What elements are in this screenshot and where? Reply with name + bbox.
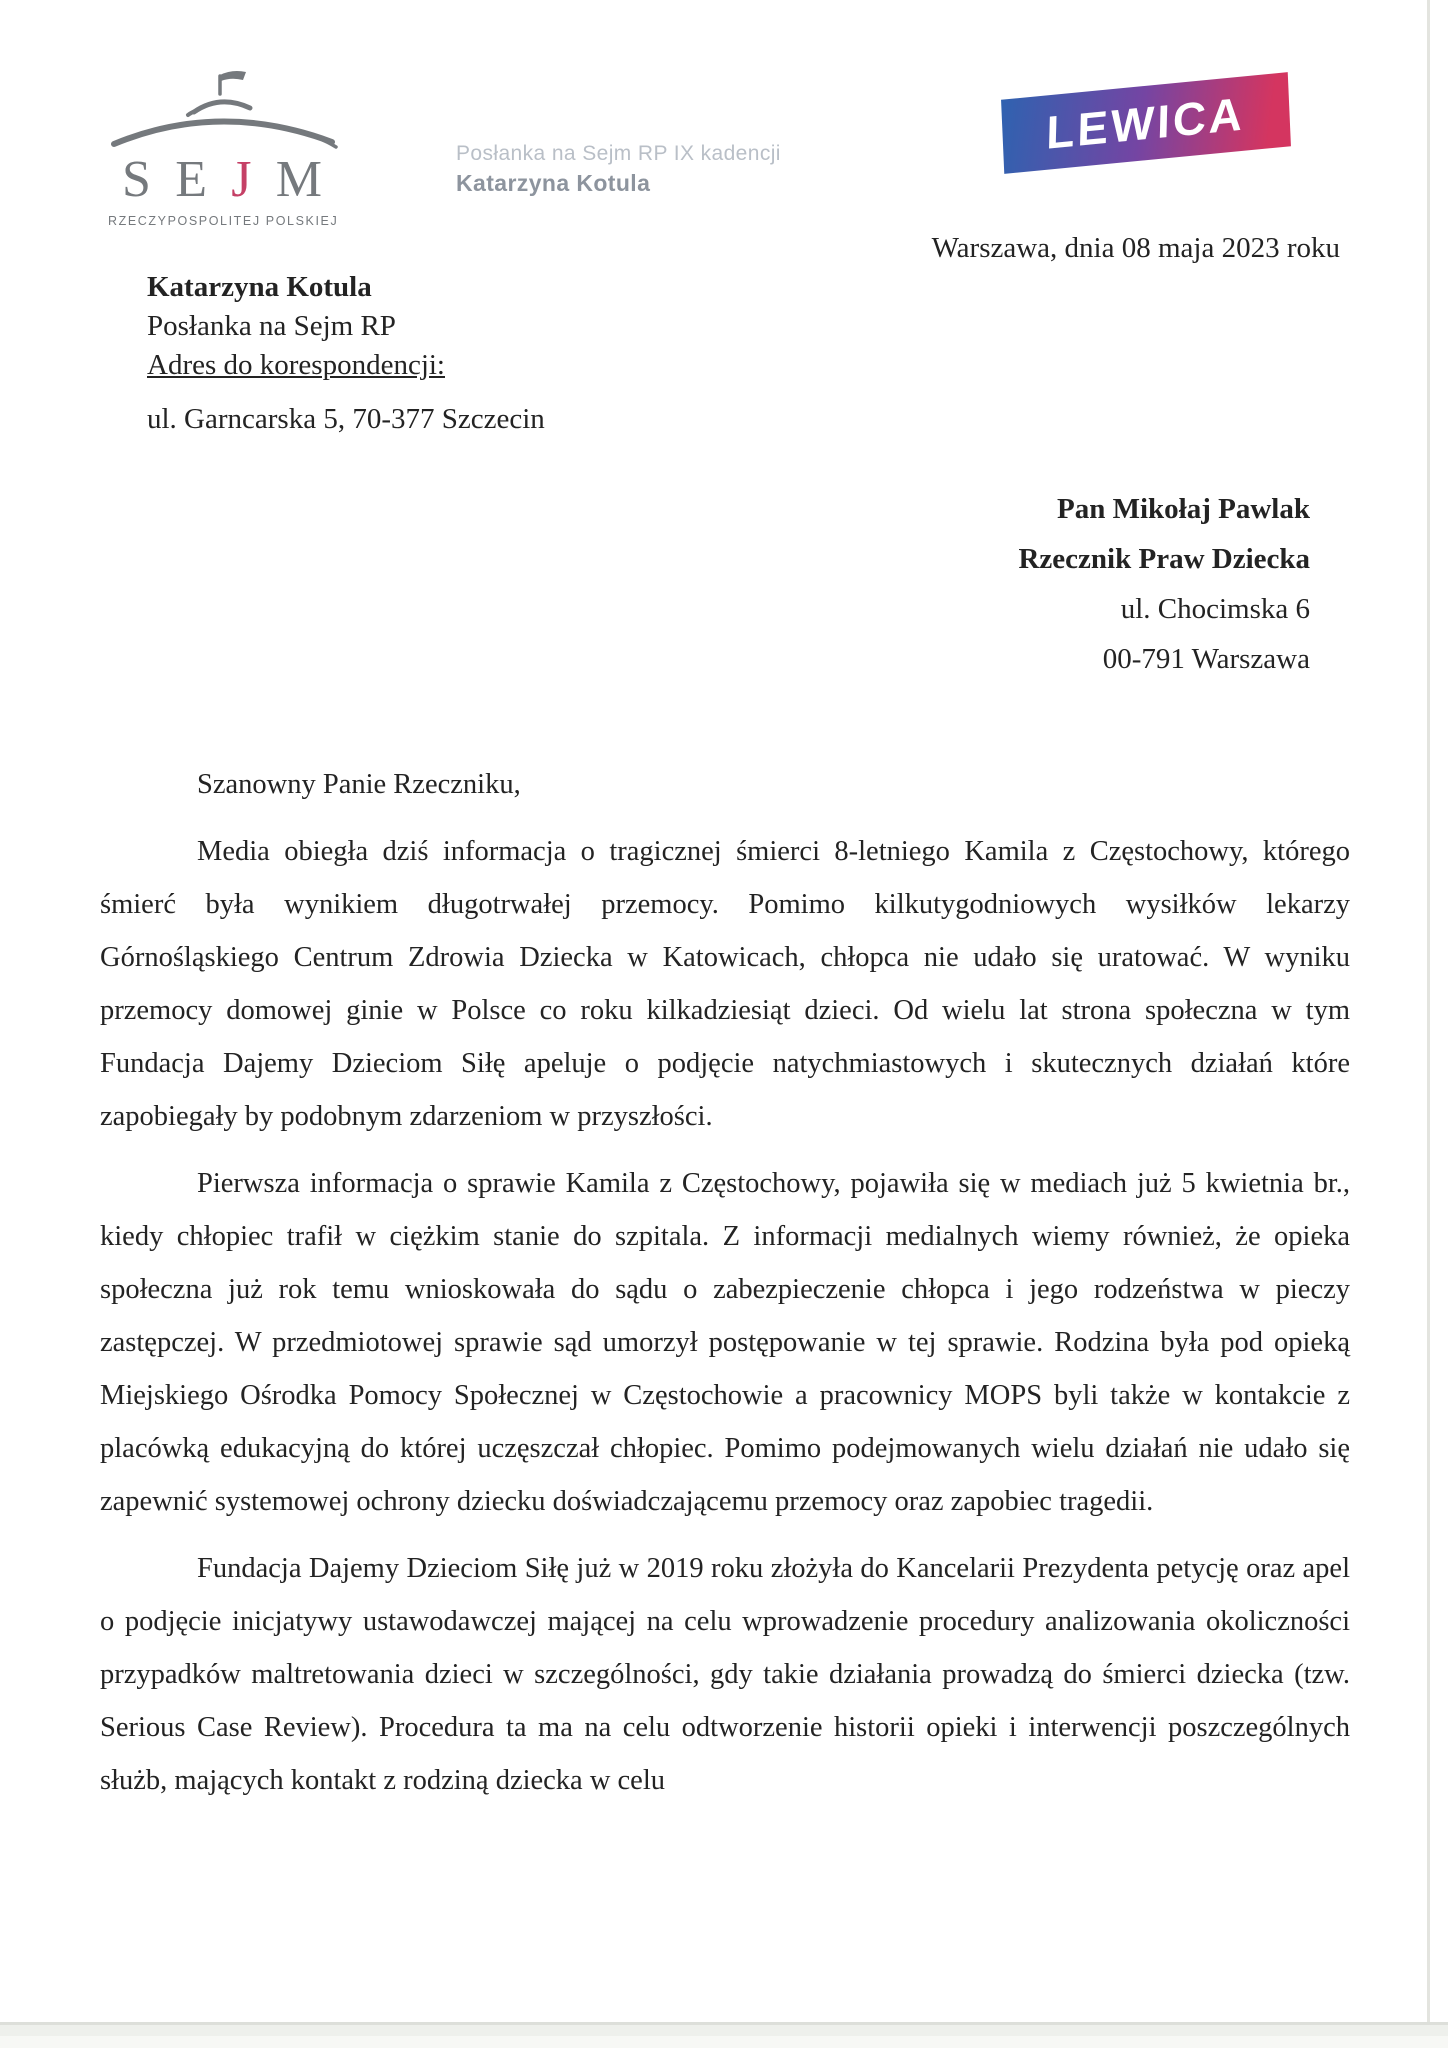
sejm-letter-m: M — [275, 151, 322, 208]
sender-address: ul. Garncarska 5, 70-377 Szczecin — [147, 403, 545, 435]
salutation: Szanowny Panie Rzeczniku, — [197, 769, 521, 800]
recipient-name: Pan Mikołaj Pawlak — [1057, 493, 1310, 525]
paragraph-3: Fundacja Dajemy Dzieciom Siłę już w 2019 roku złożyła do Kancelarii Prezydenta petycję oraz apel o podjęcie inicjatywy ustawodawczej mającej na celu wprowadzenie procedury analizowania okoliczności przypadków maltretowania dzieci w szczególności, gdy takie działania prowadzą do śmierci dziecka (tzw. Serious Case Review). Procedura ta ma na celu odtworzenie historii opieki i interwencji poszczególnych służb, mających kontakt z rodziną dziecka w celu — [100, 1553, 1350, 1796]
paragraph-1: Media obiegła dziś informacja o tragicznej śmierci 8-letniego Kamila z Częstochowy, którego śmierć była wynikiem długotrwałej przemocy. Pomimo kilkutygodniowych wysiłków lekarzy Górnośląskiego Centrum Zdrowia Dziecka w Katowicach, chłopca nie udało się uratować. W wyniku przemocy domowej ginie w Polsce co roku kilkadziesiąt dzieci. Od wielu lat strona społeczna w tym Fundacja Dajemy Dzieciom Siłę apeluje o podjęcie natychmiastowych i skutecznych działań które zapobiegały by podobnym zdarzeniom w przyszłości. — [100, 836, 1350, 1132]
sender-address-label: Adres do korespondencji: — [147, 349, 445, 381]
page-right-edge — [1427, 0, 1430, 2022]
sejm-letter-s: S — [122, 151, 151, 208]
page-bottom-edge — [0, 2022, 1448, 2048]
sender-title: Posłanka na Sejm RP — [147, 310, 396, 342]
letter-body — [100, 758, 1350, 1807]
recipient-block — [1018, 484, 1310, 684]
sejm-logo-letters — [122, 151, 322, 208]
recipient-city: 00-791 Warszawa — [1102, 643, 1310, 675]
sender-block — [147, 268, 545, 439]
lewica-logo — [1001, 72, 1291, 174]
sejm-logo-subtitle: RZECZYPOSPOLITEJ POLSKIEJ — [108, 214, 339, 228]
sejm-letter-e: E — [175, 151, 207, 208]
deputy-role-line: Posłanka na Sejm RP IX kadencji — [456, 142, 781, 165]
sejm-logo — [108, 62, 340, 230]
recipient-title: Rzecznik Praw Dziecka — [1018, 543, 1310, 575]
sender-name: Katarzyna Kotula — [147, 271, 372, 303]
recipient-street: ul. Chocimska 6 — [1120, 593, 1310, 625]
paragraph-2: Pierwsza informacja o sprawie Kamila z Częstochowy, pojawiła się w mediach już 5 kwietnia br., kiedy chłopiec trafił w ciężkim stanie do szpitala. Z informacji medialnych wiemy również, że opieka społeczna już rok temu wnioskowała do sądu o zabezpieczenie chłopca i jego rodzeństwa w pieczy zastępczej. W przedmiotowej sprawie sąd umorzył postępowanie w tej sprawie. Rodzina była pod opieką Miejskiego Ośrodka Pomocy Społecznej w Częstochowie a pracownicy MOPS byli także w kontakcie z placówką edukacyjną do której uczęszczał chłopiec. Pomimo podejmowanych wielu działań nie udało się zapewnić systemowej ochrony dziecku doświadczającemu przemocy oraz zapobiec tragedii. — [100, 1168, 1350, 1517]
sejm-letter-j: J — [231, 151, 252, 208]
date-line: Warszawa, dnia 08 maja 2023 roku — [931, 232, 1340, 264]
deputy-header — [456, 142, 781, 197]
deputy-name-line: Katarzyna Kotula — [456, 170, 651, 196]
lewica-logo-text: LEWICA — [1046, 87, 1246, 159]
